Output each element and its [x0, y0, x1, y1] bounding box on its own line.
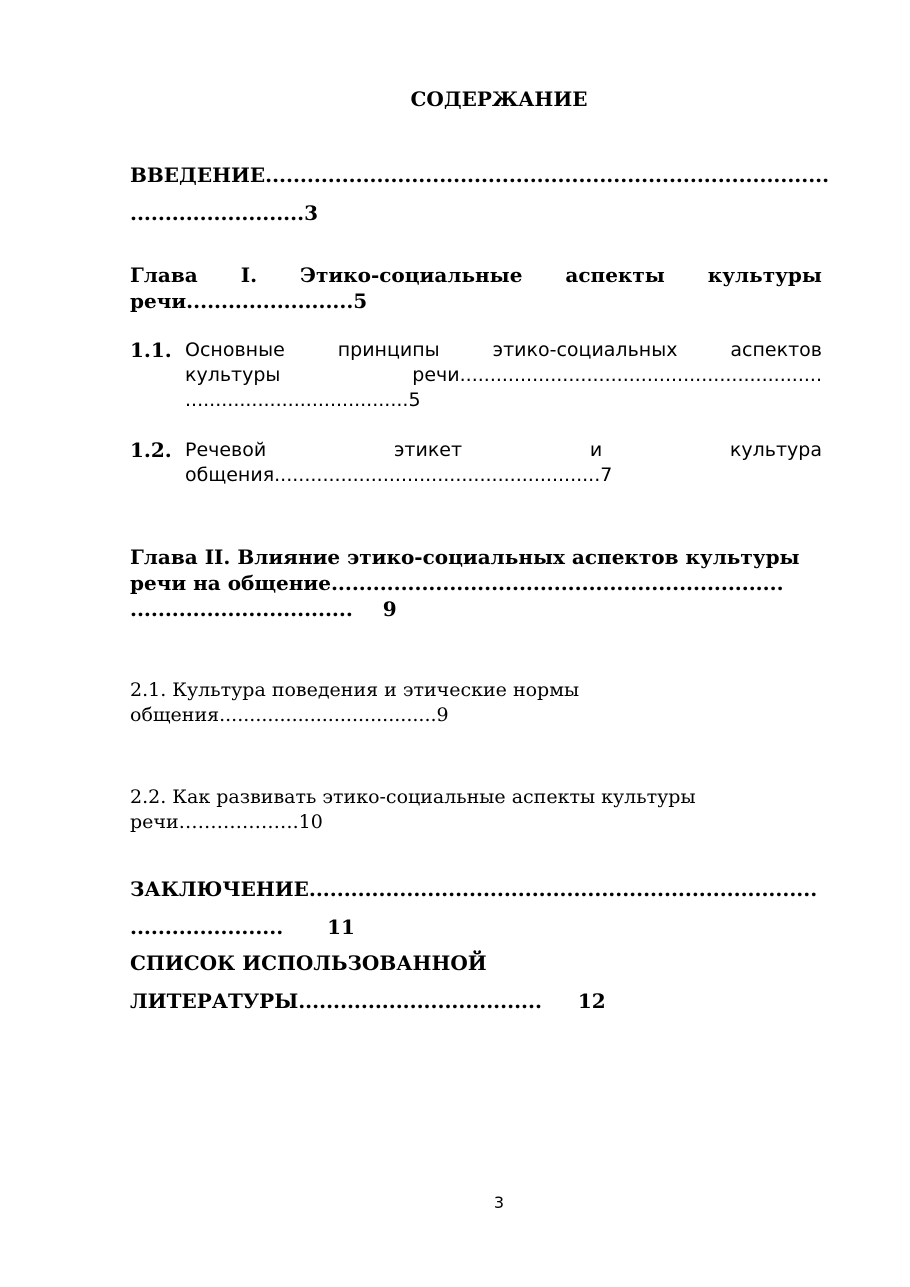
- toc-chapter1-word: аспекты: [565, 263, 665, 287]
- toc-section-2-2-line1: 2.2. Как развивать этико-социальные аспекты культуры: [130, 786, 696, 808]
- toc-chapter1-line1: [130, 262, 822, 288]
- toc-chapter1: [130, 262, 822, 314]
- toc-references: [130, 944, 606, 1020]
- toc-chapter1-word: I.: [240, 263, 258, 287]
- toc-intro: [130, 156, 829, 232]
- toc-chapter1-word: Глава: [130, 263, 198, 287]
- toc-section-2-2: [130, 785, 696, 835]
- toc-references-line2: [130, 982, 606, 1020]
- toc-section-1-1-word: Основные: [185, 339, 285, 361]
- toc-conclusion: [130, 870, 817, 946]
- toc-intro-line1: ВВЕДЕНИЕ.................................................................................: [130, 163, 830, 187]
- toc-section-1-2-word: и: [589, 439, 603, 461]
- toc-section-1-2-number: 1.2.: [130, 438, 172, 462]
- toc-section-1-2-word: Речевой: [185, 439, 267, 461]
- toc-section-1-1-number: 1.1.: [130, 338, 172, 362]
- toc-section-1-1-word: речи............................................................: [412, 364, 822, 386]
- toc-section-2-2-line2: речи……………….10: [130, 811, 323, 833]
- toc-section-2-1-line1: 2.1. Культура поведения и этические нормы: [130, 679, 580, 701]
- toc-conclusion-page: 11: [327, 915, 355, 939]
- toc-section-1-1-word: этико-социальных: [492, 339, 678, 361]
- toc-section-1-1-line1: [185, 338, 822, 363]
- toc-section-1-1-word: аспектов: [730, 339, 822, 361]
- toc-references-page: 12: [577, 989, 606, 1013]
- toc-conclusion-dots: ......................: [130, 915, 284, 939]
- toc-chapter2-dots: ................................: [130, 597, 353, 621]
- toc-section-1-1-line2: [185, 363, 822, 388]
- toc-section-1-1-word: принципы: [337, 339, 440, 361]
- toc-chapter2-line2: речи на общение.................................................................: [130, 571, 784, 595]
- toc-section-1-1: [185, 338, 822, 413]
- toc-section-1-2-line2: общения......................................................7: [185, 464, 613, 486]
- toc-references-line1: СПИСОК ИСПОЛЬЗОВАННОЙ: [130, 951, 487, 975]
- toc-section-1-2-line1: [185, 438, 822, 463]
- toc-references-text: ЛИТЕРАТУРЫ...................................: [130, 989, 542, 1013]
- toc-section-1-2-word: этикет: [393, 439, 463, 461]
- toc-chapter1-word: Этико-социальные: [300, 263, 523, 287]
- toc-chapter2-line3: [130, 596, 800, 622]
- toc-section-1-1-line3: .....................................5: [185, 389, 421, 411]
- toc-chapter2-page: 9: [382, 597, 397, 621]
- toc-section-2-1-line2: общения....................................9: [130, 704, 449, 726]
- toc-section-1-1-word: культуры: [185, 364, 281, 386]
- toc-section-1-2: [185, 438, 822, 488]
- page-title: СОДЕРЖАНИЕ: [410, 87, 588, 111]
- toc-chapter2: [130, 544, 800, 622]
- toc-section-1-2-word: культура: [729, 439, 822, 461]
- toc-section-2-1: [130, 678, 579, 728]
- page-number: 3: [493, 1193, 505, 1212]
- toc-intro-line2: .........................3: [130, 201, 318, 225]
- toc-chapter1-word: культуры: [707, 263, 822, 287]
- toc-conclusion-line2: [130, 908, 817, 946]
- toc-conclusion-line1: ЗАКЛЮЧЕНИЕ.........................................................................: [130, 877, 818, 901]
- toc-chapter1-line2: речи........................5: [130, 289, 368, 313]
- toc-chapter2-line1: Глава II. Влияние этико-социальных аспектов культуры: [130, 545, 800, 569]
